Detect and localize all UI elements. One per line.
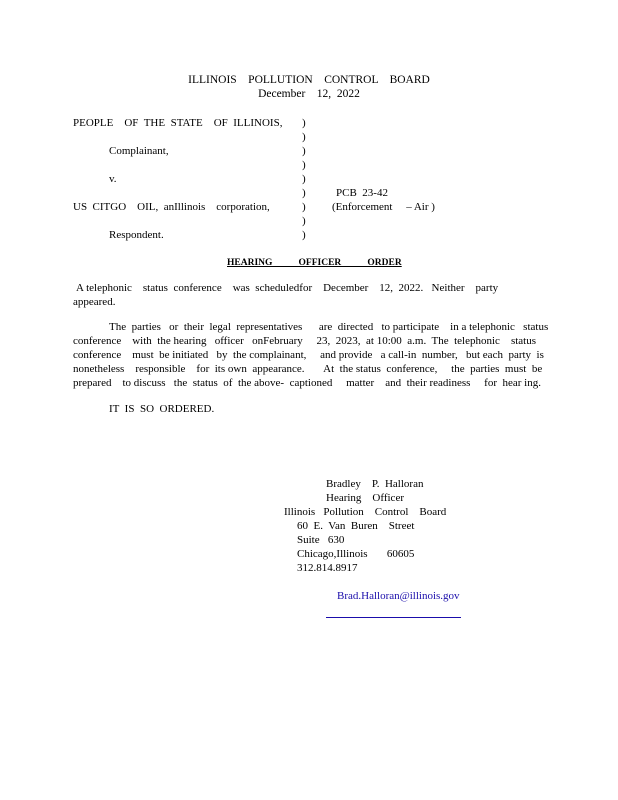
para2-line4: nonetheless responsible for its own appearance. At the status conference, the parties must be bbox=[73, 363, 543, 375]
para1-line2: appeared. bbox=[73, 296, 116, 308]
paren-mark: ) bbox=[302, 131, 306, 143]
para2-line1: The parties or their legal representatives are directed to participate in a telephonic status bbox=[109, 321, 549, 333]
address-line2: Suite 630 bbox=[297, 534, 345, 546]
paren-mark: ) bbox=[302, 229, 306, 241]
address-city: Chicago,Illinois 60605 bbox=[297, 548, 415, 560]
order-title: HEARING OFFICER ORDER bbox=[227, 258, 402, 268]
paren-mark: ) bbox=[302, 187, 306, 199]
paren-mark: ) bbox=[302, 201, 306, 213]
para1-line1: A telephonic status conference was scheduledfor December 12, 2022. Neither party bbox=[76, 282, 499, 294]
paren-mark: ) bbox=[302, 215, 306, 227]
paren-mark: ) bbox=[302, 117, 306, 129]
signer-name: Bradley P. Halloran bbox=[326, 478, 424, 490]
paren-mark: ) bbox=[302, 145, 306, 157]
signer-title: Hearing Officer bbox=[326, 492, 404, 504]
phone-number: 312.814.8917 bbox=[297, 562, 358, 574]
agency-header: ILLINOIS POLLUTION CONTROL BOARD bbox=[188, 74, 430, 86]
paren-mark: ) bbox=[302, 173, 306, 185]
complainant-label: Complainant, bbox=[109, 145, 169, 157]
complainant-party: PEOPLE OF THE STATE OF ILLINOIS, bbox=[73, 117, 283, 129]
case-number: PCB 23-42 bbox=[336, 187, 388, 199]
respondent-label: Respondent. bbox=[109, 229, 164, 241]
email-text[interactable]: Brad.Halloran@illinois.gov bbox=[337, 590, 460, 602]
versus-label: v. bbox=[109, 173, 117, 185]
respondent-party: US CITGO OIL, anIllinois corporation, bbox=[73, 201, 270, 213]
case-type: (Enforcement – Air ) bbox=[332, 201, 435, 213]
para2-line5: prepared to discuss the status of the above- captioned matter and their readiness for hear ing. bbox=[73, 377, 541, 389]
paren-mark: ) bbox=[302, 159, 306, 171]
closing-statement: IT IS SO ORDERED. bbox=[109, 403, 215, 415]
address-line1: 60 E. Van Buren Street bbox=[297, 520, 415, 532]
para2-line2: conference with the hearing officer onFebruary 23, 2023, at 10:00 a.m. The telephonic status bbox=[73, 335, 536, 347]
order-date: December 12, 2022 bbox=[258, 88, 360, 100]
para2-line3: conference must be initiated by the complainant, and provide a call-in number, but each party is bbox=[73, 349, 544, 361]
email-link[interactable] bbox=[326, 575, 461, 618]
signer-org: Illinois Pollution Control Board bbox=[284, 506, 447, 518]
